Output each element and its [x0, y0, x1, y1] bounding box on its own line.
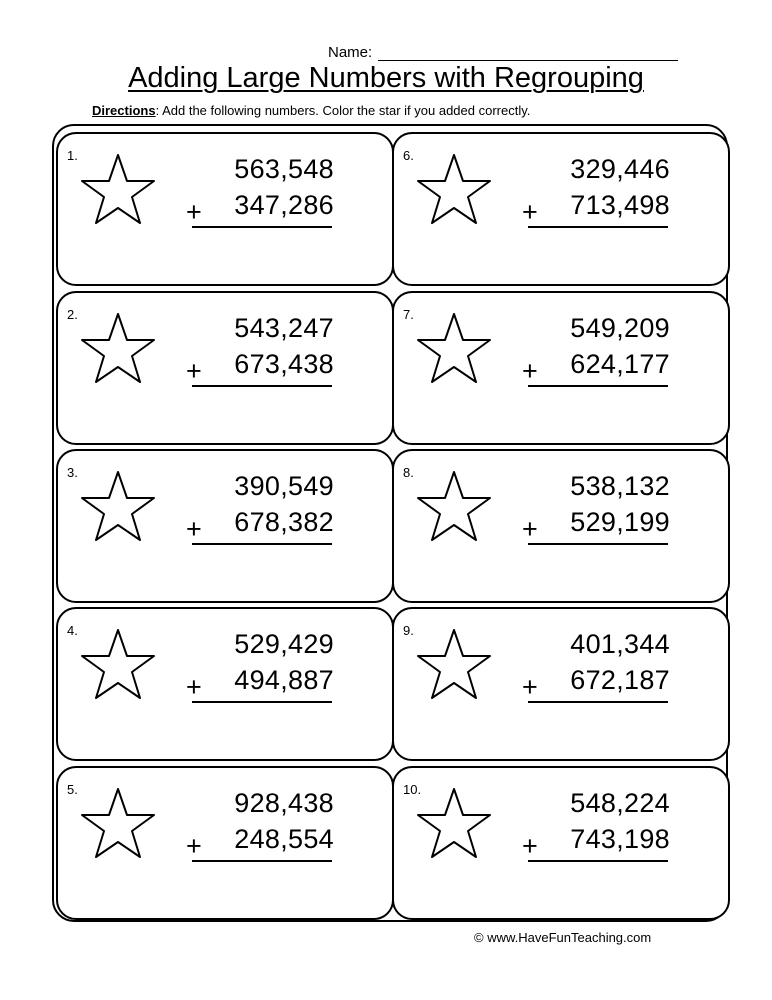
addend-bottom: 713,498 — [570, 190, 670, 220]
addend-top: 548,224 — [570, 788, 670, 818]
star-outline-icon[interactable] — [80, 311, 156, 385]
addend-bottom: 673,438 — [234, 349, 334, 379]
problem-card-5 — [56, 766, 394, 920]
directions-label: Directions — [92, 103, 156, 118]
plus-sign: + — [186, 831, 202, 861]
problem-number: 3. — [67, 465, 78, 480]
answer-line[interactable] — [192, 860, 332, 862]
answer-line[interactable] — [528, 543, 668, 545]
addend-top: 928,438 — [234, 788, 334, 818]
addend-top: 538,132 — [570, 471, 670, 501]
name-label: Name: — [328, 44, 373, 61]
problem-card-7 — [392, 291, 730, 445]
addend-bottom: 743,198 — [570, 824, 670, 854]
addend-top: 329,446 — [570, 154, 670, 184]
answer-line[interactable] — [528, 701, 668, 703]
worksheet-title: Adding Large Numbers with Regrouping — [128, 62, 644, 94]
name-line[interactable] — [378, 44, 678, 61]
problem-number: 8. — [403, 465, 414, 480]
problem-number: 9. — [403, 623, 414, 638]
answer-line[interactable] — [528, 226, 668, 228]
answer-line[interactable] — [192, 226, 332, 228]
plus-sign: + — [186, 356, 202, 386]
addend-bottom: 529,199 — [570, 507, 670, 537]
star-outline-icon[interactable] — [80, 469, 156, 543]
problem-card-10 — [392, 766, 730, 920]
star-outline-icon[interactable] — [416, 311, 492, 385]
addend-top: 390,549 — [234, 471, 334, 501]
problem-number: 1. — [67, 148, 78, 163]
plus-sign: + — [522, 831, 538, 861]
answer-line[interactable] — [192, 385, 332, 387]
star-outline-icon[interactable] — [416, 469, 492, 543]
plus-sign: + — [522, 672, 538, 702]
directions — [92, 103, 530, 118]
answer-line[interactable] — [528, 385, 668, 387]
addend-top: 401,344 — [570, 629, 670, 659]
problem-number: 4. — [67, 623, 78, 638]
answer-line[interactable] — [192, 543, 332, 545]
plus-sign: + — [522, 356, 538, 386]
addend-bottom: 672,187 — [570, 665, 670, 695]
problem-number: 10. — [403, 782, 422, 797]
problem-card-6 — [392, 132, 730, 286]
problem-card-9 — [392, 607, 730, 761]
problem-card-8 — [392, 449, 730, 603]
addend-bottom: 248,554 — [234, 824, 334, 854]
problem-number: 7. — [403, 307, 414, 322]
problems-frame — [52, 124, 728, 922]
star-outline-icon[interactable] — [416, 786, 492, 860]
answer-line[interactable] — [192, 701, 332, 703]
plus-sign: + — [186, 514, 202, 544]
problem-card-4 — [56, 607, 394, 761]
name-field[interactable] — [328, 44, 678, 61]
problem-card-3 — [56, 449, 394, 603]
star-outline-icon[interactable] — [80, 627, 156, 701]
addend-bottom: 678,382 — [234, 507, 334, 537]
addend-top: 563,548 — [234, 154, 334, 184]
directions-text: : Add the following numbers. Color the star if you added correctly. — [155, 103, 531, 118]
plus-sign: + — [522, 197, 538, 227]
addend-top: 549,209 — [570, 313, 670, 343]
plus-sign: + — [522, 514, 538, 544]
star-outline-icon[interactable] — [416, 627, 492, 701]
problem-number: 6. — [403, 148, 414, 163]
addend-bottom: 494,887 — [234, 665, 334, 695]
addend-top: 543,247 — [234, 313, 334, 343]
star-outline-icon[interactable] — [80, 786, 156, 860]
addend-bottom: 347,286 — [234, 190, 334, 220]
problem-card-1 — [56, 132, 394, 286]
plus-sign: + — [186, 197, 202, 227]
star-outline-icon[interactable] — [80, 152, 156, 226]
problem-number: 5. — [67, 782, 78, 797]
addend-bottom: 624,177 — [570, 349, 670, 379]
answer-line[interactable] — [528, 860, 668, 862]
addend-top: 529,429 — [234, 629, 334, 659]
problem-card-2 — [56, 291, 394, 445]
problem-number: 2. — [67, 307, 78, 322]
star-outline-icon[interactable] — [416, 152, 492, 226]
copyright-footer: © www.HaveFunTeaching.com — [474, 930, 652, 945]
plus-sign: + — [186, 672, 202, 702]
